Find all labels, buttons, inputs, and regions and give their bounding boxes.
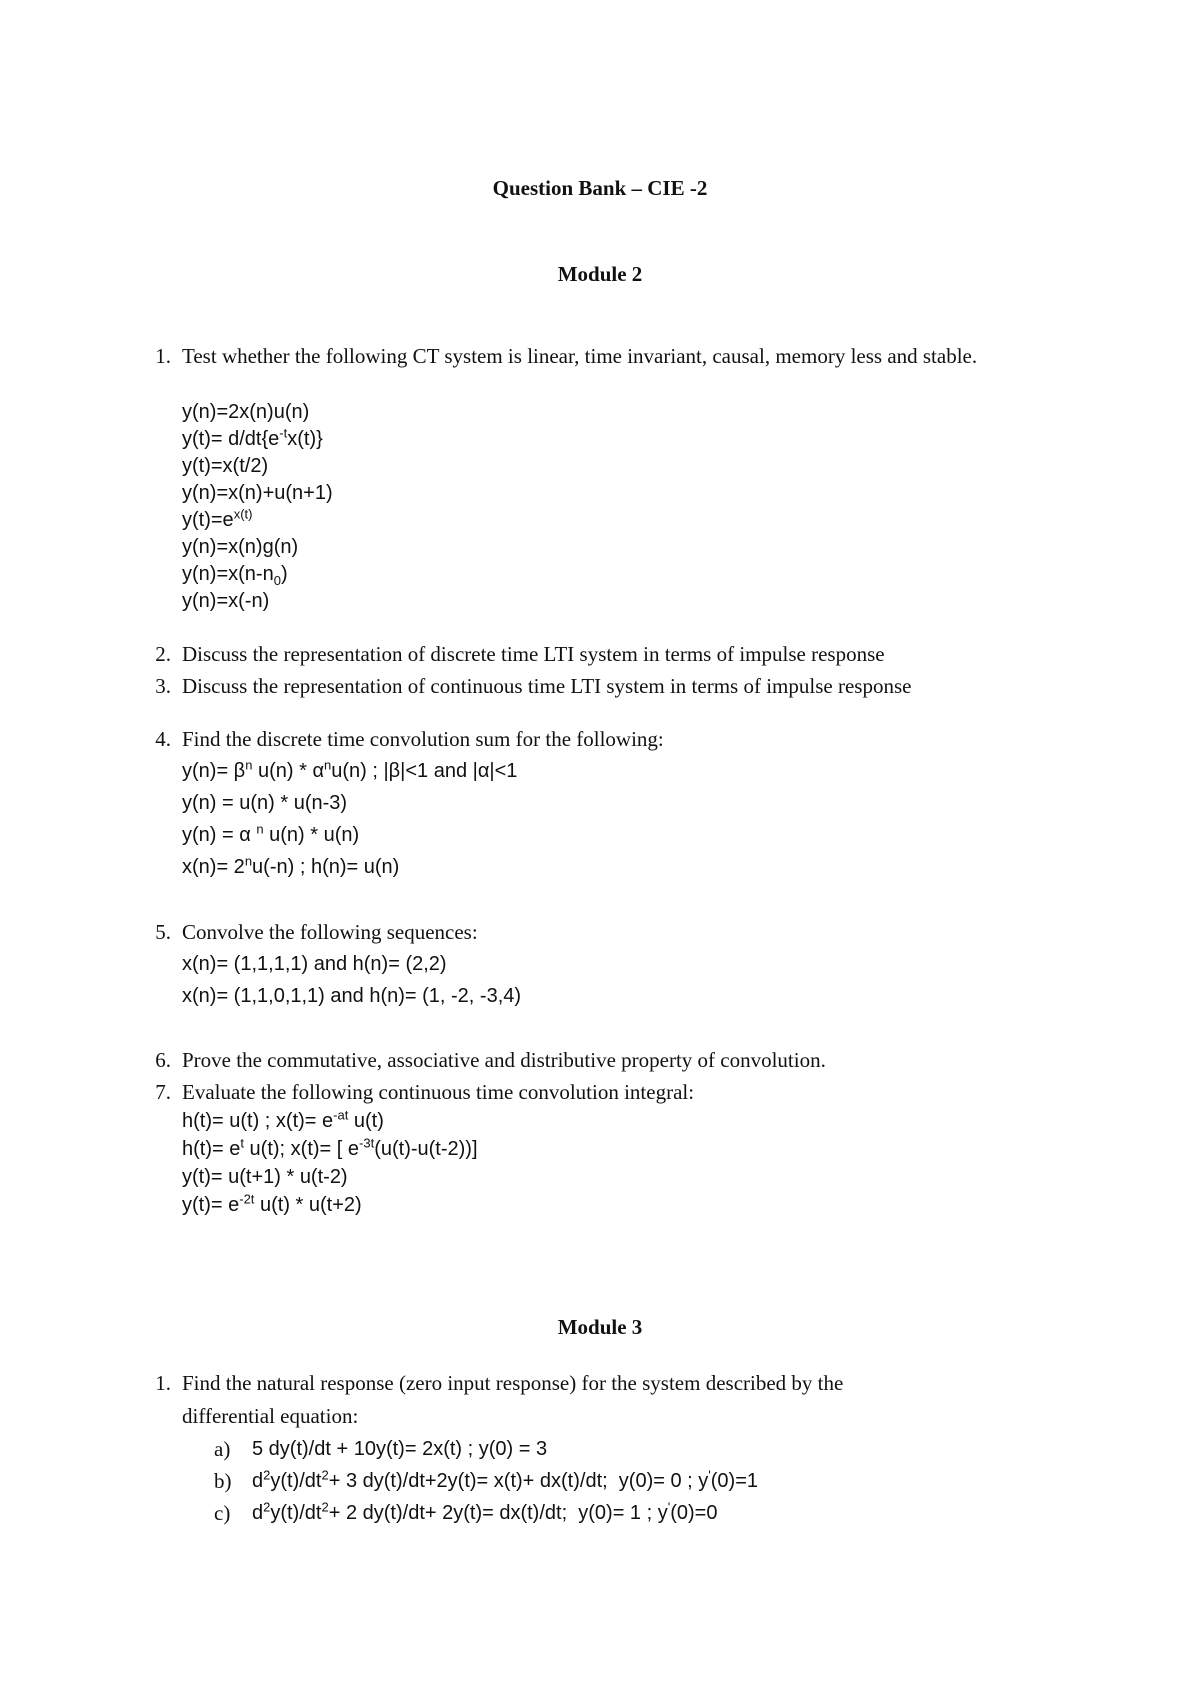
- m2-q2-number: 2.: [155, 642, 171, 666]
- m2-q4-eq-1: $y(n)= \beta^n$ $u(n) * \alpha^nu(n)$ ; |β|<1 and |α|<1: [182, 757, 518, 782]
- m2-q1-eq-2: $y(t)= d/dt\{e^{-t}x(t)\}$: [182, 425, 323, 450]
- m2-q5-seq-2: x(n)= (1,1,0,1,1) and h(n)= (1, -2, -3,4): [182, 985, 522, 1007]
- module-2-heading: Module 2: [557, 262, 643, 286]
- m3-q1-part-b-text: $d^2y(t)/dt^2+ 3$ dy(t)/dt+2y(t)= x(t)+ dx(t)/dt; y(0)= 0 ; y'(0)=1: [252, 1467, 759, 1492]
- m3-q1-part-a-label: a): [214, 1437, 231, 1461]
- m2-q1-text: Test whether the following CT system is linear, time invariant, causal, memory less and stable.: [182, 344, 978, 368]
- m3-q1-part-a-text: 5 dy(t)/dt + 10y(t)= 2x(t) ; y(0) = 3: [252, 1438, 548, 1460]
- document-title: Question Bank – CIE -2: [492, 176, 708, 200]
- m2-q4-eq-2: y(n) = u(n) * u(n-3): [182, 792, 348, 814]
- m2-q1-eq-7: $y(n)=x(n-n_0)$: [182, 563, 288, 588]
- m2-q6-text: Prove the commutative, associative and distributive property of convolution.: [182, 1048, 826, 1072]
- m2-q4-number: 4.: [155, 727, 171, 751]
- m2-q3-text: Discuss the representation of continuous time LTI system in terms of impulse response: [182, 674, 912, 698]
- m2-q4-eq-3: y(n) = α $^n$ u(n) * u(n): [182, 821, 360, 846]
- m2-q6-number: 6.: [155, 1048, 171, 1072]
- m2-q3-number: 3.: [155, 674, 171, 698]
- m2-q7-eq-4: $y(t)= e^{-2t}$ u(t) * u(t+2): [182, 1191, 362, 1216]
- module-3-heading: Module 3: [557, 1315, 643, 1339]
- m2-q1-eq-3: y(t)=x(t/2): [182, 455, 269, 477]
- m2-q5-number: 5.: [155, 920, 171, 944]
- m3-q1-text-line-1: Find the natural response (zero input response) for the system described by the: [182, 1371, 844, 1395]
- m3-q1-part-b-label: b): [214, 1469, 232, 1493]
- m2-q4-text: Find the discrete time convolution sum for the following:: [182, 727, 664, 751]
- m2-q1-eq-4: y(n)=x(n)+u(n+1): [182, 482, 333, 504]
- m2-q7-eq-2: $h(t)= e^t$ u(t); x(t)= [ $e^{-3t}(u(t)-u(t-2))$]: [182, 1135, 478, 1160]
- m2-q4-eq-4: $x(n)= 2^nu(-n)$ ; h(n)= u(n): [182, 853, 400, 878]
- m3-q1-text-line-2: differential equation:: [182, 1404, 359, 1428]
- m2-q7-text: Evaluate the following continuous time convolution integral:: [182, 1080, 695, 1104]
- m3-q1-number: 1.: [155, 1371, 171, 1395]
- m2-q5-seq-1: x(n)= (1,1,1,1) and h(n)= (2,2): [182, 953, 447, 975]
- m2-q1-eq-8: y(n)=x(-n): [182, 590, 270, 612]
- m2-q2-text: Discuss the representation of discrete time LTI system in terms of impulse response: [182, 642, 885, 666]
- m2-q7-eq-1: h(t)= u(t) ; $x(t)= e^{-at}$ u(t): [182, 1107, 384, 1132]
- m2-q1-eq-6: y(n)=x(n)g(n): [182, 536, 299, 558]
- m3-q1-part-c-label: c): [214, 1501, 231, 1525]
- m2-q7-eq-3: y(t)= u(t+1) * u(t-2): [182, 1166, 348, 1188]
- m2-q5-text: Convolve the following sequences:: [182, 920, 478, 944]
- m3-q1-part-c-text: $d^2y(t)/dt^2+ 2$ dy(t)/dt+ 2y(t)= dx(t)/dt; y(0)= 1 ; y'(0)=0: [252, 1499, 718, 1524]
- m2-q1-eq-1: y(n)=2x(n)u(n): [182, 401, 310, 423]
- m2-q1-eq-5: $y(t)=e^{x(t)}$: [182, 506, 253, 531]
- m2-q7-number: 7.: [155, 1080, 171, 1104]
- m2-q1-number: 1.: [155, 344, 171, 368]
